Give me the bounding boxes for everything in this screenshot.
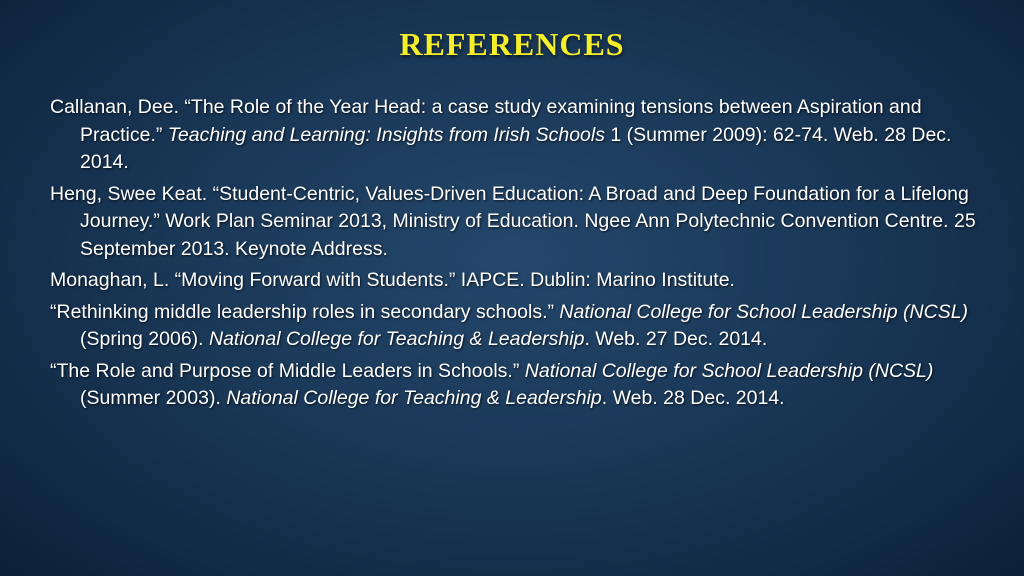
reference-text: (Spring 2006). — [80, 328, 209, 350]
reference-item — [50, 267, 990, 295]
reference-item — [50, 358, 990, 413]
reference-item — [50, 299, 990, 354]
reference-text: . Web. 27 Dec. 2014. — [584, 328, 768, 350]
reference-text: Heng, Swee Keat. “Student-Centric, Values-Driven Education: A Broad and Deep Foundation for a Lifelong Journey.” Work Plan Seminar 2013, Ministry of Education. Ngee Ann Polytechnic Convention Centre. 25 September 2013. Keynote Address. — [50, 182, 976, 260]
reference-item — [50, 181, 990, 264]
references-list — [50, 94, 990, 417]
slide-title: REFERENCES — [399, 26, 625, 62]
reference-text: (Summer 2003). — [80, 387, 227, 409]
reference-italic-title: Teaching and Learning: Insights from Irish Schools — [167, 123, 605, 146]
reference-italic-title: National College for Teaching & Leadership — [209, 328, 585, 350]
reference-text: Monaghan, L. “Moving Forward with Students.” IAPCE. Dublin: Marino Institute. — [50, 269, 735, 291]
reference-italic-title: National College for School Leadership (NCSL) — [524, 359, 934, 382]
reference-text: 1 (Summer 2009): 62-74. Web. 28 Dec. 2014. — [80, 123, 952, 173]
reference-text: Callanan, Dee. “The Role of the Year Head: a case study examining tensions between Aspiration and Practice.” — [50, 96, 922, 146]
reference-text: . Web. 28 Dec. 2014. — [601, 387, 785, 409]
reference-italic-title: National College for School Leadership (NCSL) — [559, 300, 969, 323]
reference-text: “The Role and Purpose of Middle Leaders in Schools.” — [50, 359, 525, 382]
reference-item — [50, 94, 990, 177]
reference-text: “Rethinking middle leadership roles in secondary schools.” — [50, 300, 560, 323]
reference-italic-title: National College for Teaching & Leadership — [226, 387, 602, 409]
